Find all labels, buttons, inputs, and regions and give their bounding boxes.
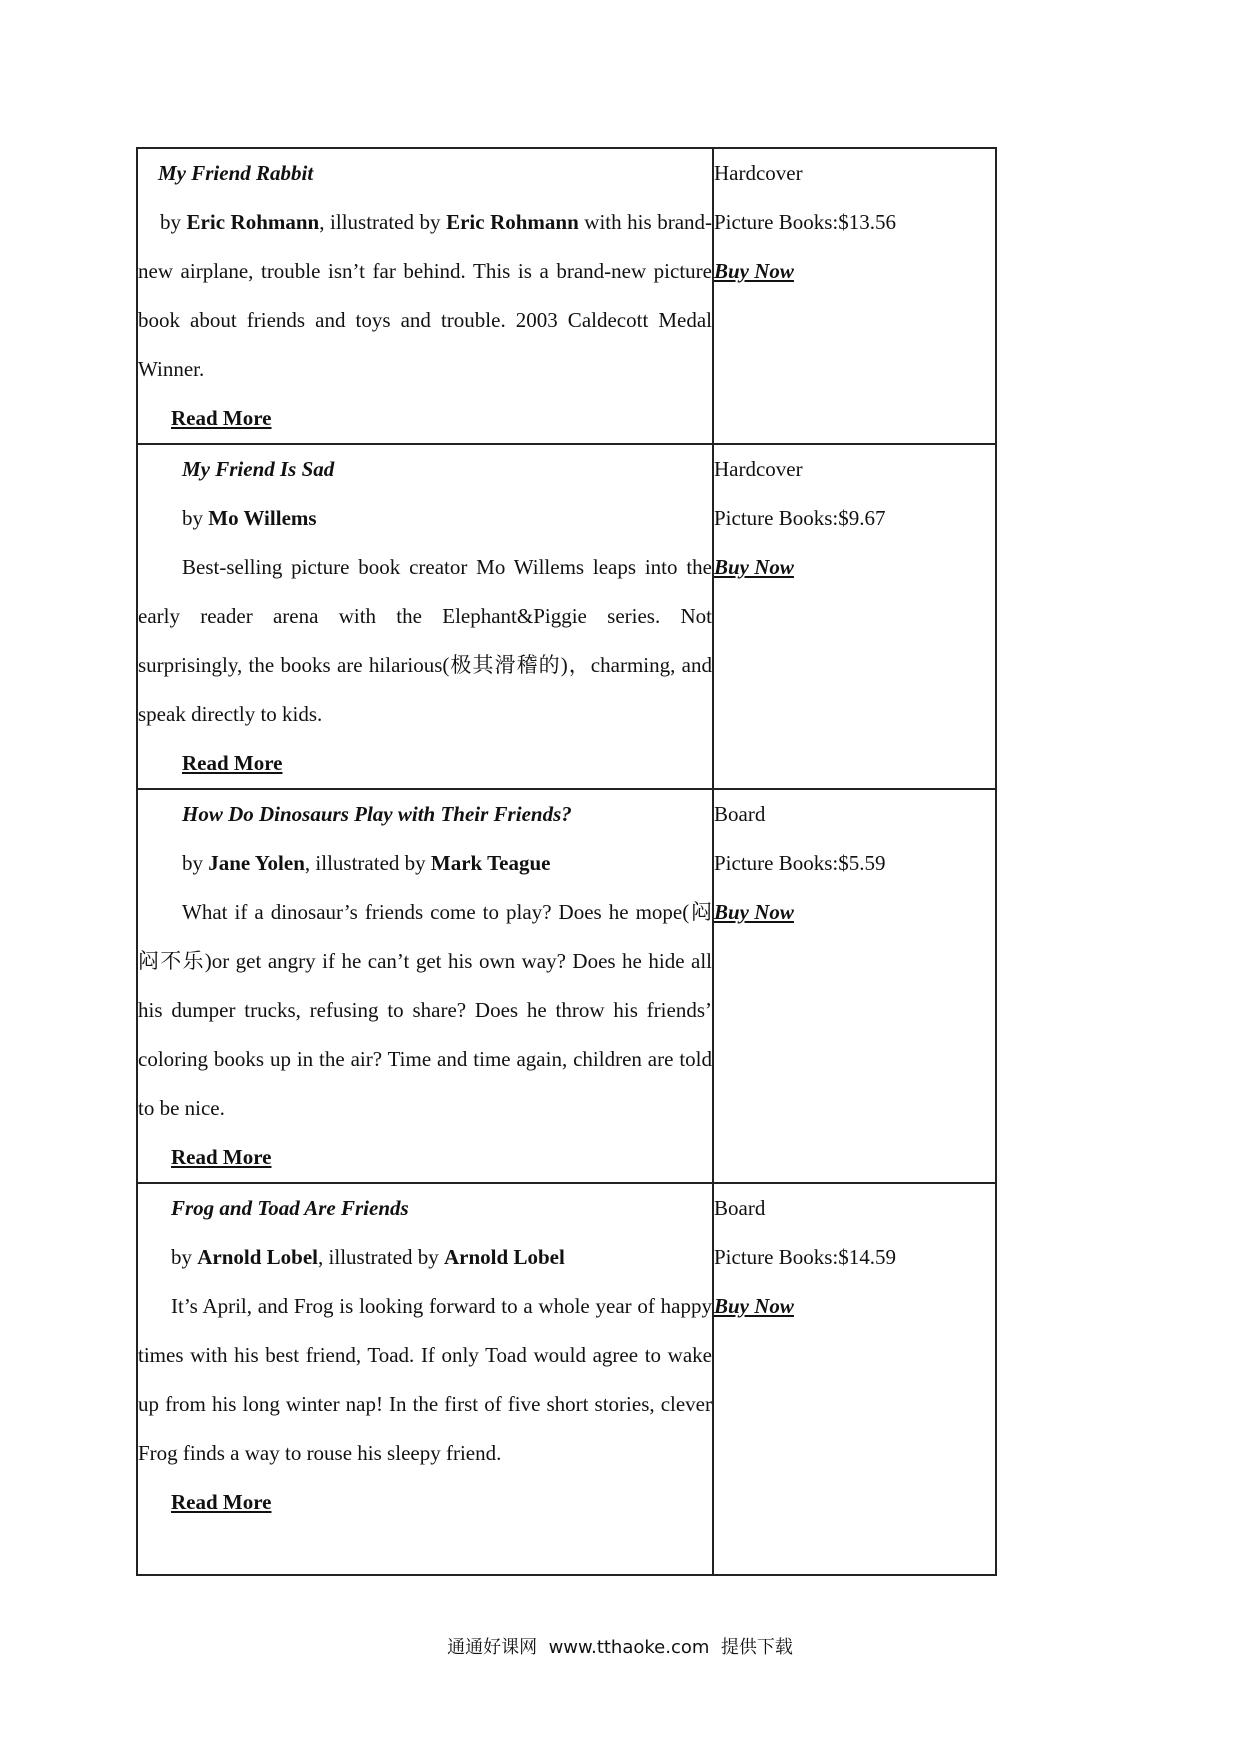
book-title: My Friend Rabbit [158,161,314,185]
book-description-cell [137,1183,713,1575]
book-description: What if a dinosaur’s friends come to play? Does he mope(闷闷不乐)or get angry if he can’t get his own way? Does he hide all his dumper trucks, refusing to share? Does he throw his friends’ coloring books up in the air? Time and time again, children are told to be nice. [138,900,712,1120]
book-purchase-cell [713,1183,996,1575]
book-title: How Do Dinosaurs Play with Their Friends? [182,802,572,826]
book-row [137,789,996,1183]
book-row [137,1183,996,1575]
book-format: Hardcover [714,457,803,481]
book-description-cell [137,789,713,1183]
illustrator-name: Arnold Lobel [444,1245,565,1269]
book-row [137,444,996,789]
buy-now-link[interactable]: Buy Now [714,900,794,924]
book-row [137,148,996,444]
book-title: My Friend Is Sad [182,457,335,481]
author-name: Eric Rohmann [186,210,320,234]
book-price: Picture Books:$9.67 [714,506,886,530]
book-purchase-cell [713,444,996,789]
read-more-link[interactable]: Read More [182,751,283,775]
illustrator-name: Mark Teague [430,851,551,875]
book-price: Picture Books:$5.59 [714,851,886,875]
book-byline: by Jane Yolen, illustrated by Mark Teague [182,851,551,875]
author-name: Mo Willems [208,506,317,530]
book-format: Board [714,802,766,826]
book-byline: by Mo Willems [182,506,317,530]
book-price: Picture Books:$14.59 [714,1245,896,1269]
read-more-link[interactable]: Read More [171,1490,272,1514]
book-purchase-cell [713,148,996,444]
author-name: Arnold Lobel [197,1245,319,1269]
illustrator-name: Eric Rohmann [446,210,579,234]
author-name: Jane Yolen [208,851,305,875]
book-title: Frog and Toad Are Friends [171,1196,409,1220]
read-more-link[interactable]: Read More [171,1145,272,1169]
read-more-link[interactable]: Read More [171,406,272,430]
book-description: It’s April, and Frog is looking forward to a whole year of happy times with his best friend, Toad. If only Toad would agree to wake up from his long winter nap! In the first of five short stories, clever Frog finds a way to rouse his sleepy friend. [138,1294,712,1465]
book-description-cell [137,444,713,789]
book-description: by Eric Rohmann, illustrated by Eric Rohmann with his brand-new airplane, trouble isn’t far behind. This is a brand-new picture book about friends and toys and trouble. 2003 Caldecott Medal Winner. [138,210,713,381]
buy-now-link[interactable]: Buy Now [714,555,794,579]
buy-now-link[interactable]: Buy Now [714,259,794,283]
book-byline: by Arnold Lobel, illustrated by Arnold Lobel [171,1245,565,1269]
book-purchase-cell [713,789,996,1183]
books-table [136,147,997,1576]
book-format: Hardcover [714,161,803,185]
book-description: Best-selling picture book creator Mo Willems leaps into the early reader arena with the Elephant&Piggie series. Not surprisingly, the books are hilarious(极其滑稽的)，charming, and speak directly to kids. [138,555,712,726]
buy-now-link[interactable]: Buy Now [714,1294,794,1318]
book-description-cell [137,148,713,444]
book-format: Board [714,1196,766,1220]
page-footer: 通通好课网 www.tthaoke.com 提供下载 [447,1637,793,1658]
book-price: Picture Books:$13.56 [714,210,896,234]
